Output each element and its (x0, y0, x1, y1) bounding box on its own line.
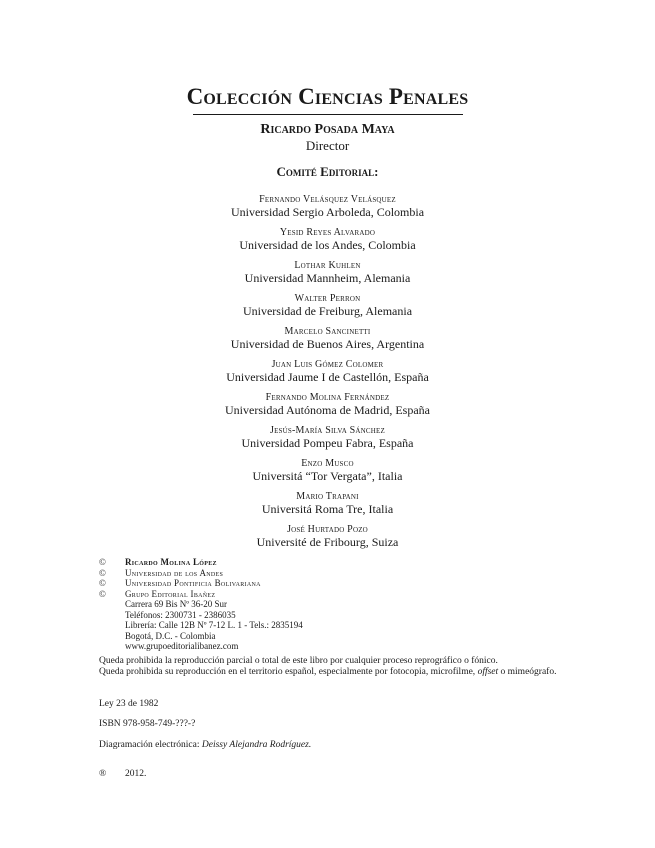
collection-title: Colección Ciencias Penales (186, 84, 469, 109)
director-role: Director (305, 138, 350, 153)
member-name: Enzo Musco (301, 458, 354, 469)
member-name: Marcelo Sancinetti (284, 326, 371, 337)
copyright-holder: Universidad de los Andes (125, 567, 224, 578)
registered-line (99, 769, 146, 779)
committee-member (0, 293, 655, 326)
member-institution: Universidad Pompeu Fabra, España (241, 436, 414, 450)
legal-notice-line-1: Queda prohibida la reproducción parcial o total de este libro por cualquier proceso reprográfico o fónico. (99, 656, 498, 666)
member-institution: Universidad Autónoma de Madrid, España (225, 403, 430, 417)
member-institution: Universitá Roma Tre, Italia (261, 502, 394, 516)
member-institution: Universidad Jaume I de Castellón, España (226, 370, 429, 384)
legal-notice (99, 656, 559, 678)
member-institution: Universidad Sergio Arboleda, Colombia (230, 205, 425, 219)
member-institution: Universitá “Tor Vergata”, Italia (252, 469, 403, 483)
title-underline-rule (193, 114, 463, 115)
member-name: Juan Luis Gómez Colomer (271, 359, 384, 370)
copyright-icon: © (99, 567, 106, 578)
copyright-holder: Ricardo Molina López (125, 557, 217, 567)
member-institution: Universidad de Buenos Aires, Argentina (230, 337, 425, 351)
layout-credit-label: Diagramación electrónica: (99, 740, 202, 750)
copyright-holder: Universidad Pontificia Bolivariana (125, 578, 261, 588)
member-name: Jesús-María Silva Sánchez (269, 425, 386, 436)
member-institution: Universidad de los Andes, Colombia (239, 238, 416, 252)
copyright-icon: © (99, 557, 106, 567)
committee-member (0, 491, 655, 524)
member-name: José Hurtado Pozo (287, 524, 368, 535)
member-institution: Universidad de Freiburg, Alemania (242, 304, 413, 318)
publication-year: 2012. (125, 769, 147, 779)
committee-member (0, 260, 655, 293)
layout-credit-name: Deissy Alejandra Rodríguez. (201, 740, 312, 750)
publisher-website: www.grupoeditorialibanez.com (125, 641, 239, 651)
member-name: Mario Trapani (296, 491, 359, 502)
publisher-phones: Teléfonos: 2300731 - 2386035 (125, 609, 236, 620)
member-name: Yesid Reyes Alvarado (279, 227, 376, 238)
committee-member (0, 458, 655, 491)
committee-member (0, 524, 655, 557)
publisher-city: Bogotá, D.C. - Colombia (125, 630, 216, 641)
director-name: Ricardo Posada Maya (260, 122, 395, 137)
law-reference: Ley 23 de 1982 (99, 699, 159, 709)
member-institution: Universidad Mannheim, Alemania (244, 271, 411, 285)
committee-title: Comité Editorial: (276, 164, 379, 179)
copyright-holder-row (99, 589, 303, 600)
committee-member (0, 194, 655, 227)
copyright-holder: Grupo Editorial Ibañez (125, 588, 216, 599)
publisher-address: Carrera 69 Bis Nº 36-20 Sur (125, 599, 228, 609)
committee-member (0, 425, 655, 458)
committee-member (0, 326, 655, 359)
registered-icon: ® (99, 769, 107, 779)
isbn: ISBN 978-958-749-???-? (99, 719, 196, 729)
copyright-icon: © (99, 578, 106, 588)
committee-member-list (0, 194, 655, 557)
member-name: Walter Perron (294, 293, 361, 304)
committee-member (0, 392, 655, 425)
copyright-icon: © (99, 588, 106, 599)
copyright-holder-row (99, 578, 303, 589)
member-name: Lothar Kuhlen (294, 260, 361, 271)
copyright-holder-row (99, 568, 303, 579)
copyright-holder-row (99, 557, 303, 568)
member-name: Fernando Velásquez Velásquez (259, 194, 396, 205)
committee-member (0, 359, 655, 392)
legal-notice-line-2: Queda prohibida su reproducción en el territorio español, especialmente por fotocopia, microfilme, offset o mimeógrafo. (99, 667, 557, 677)
member-name: Fernando Molina Fernández (265, 392, 390, 403)
layout-credit (99, 740, 311, 750)
member-institution: Université de Fribourg, Suiza (256, 535, 399, 549)
copyright-block (99, 557, 303, 652)
committee-member (0, 227, 655, 260)
publisher-bookstore: Librería: Calle 12B Nº 7-12 L. 1 - Tels.: 2835194 (125, 620, 303, 630)
